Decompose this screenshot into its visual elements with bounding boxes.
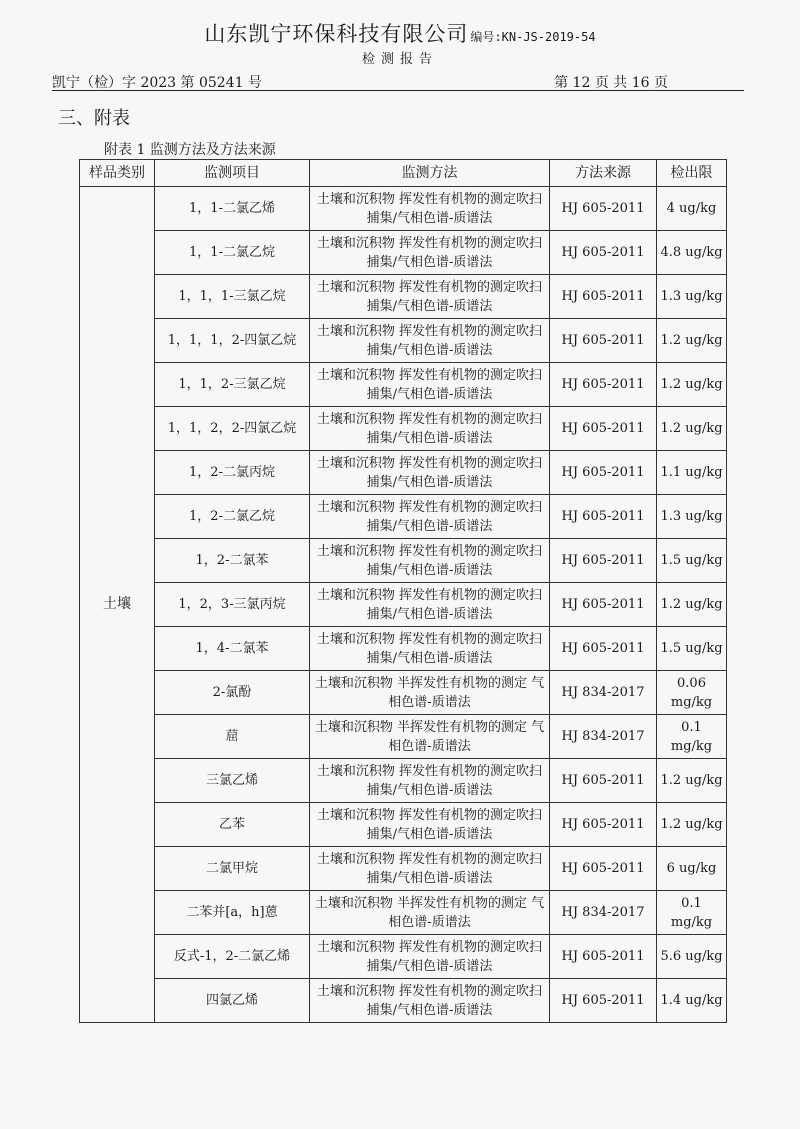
monitoring-item-cell: 1，4-二氯苯 [155,627,310,671]
detection-limit-cell: 6 ug/kg [657,847,727,891]
page-info: 第 12 页 共 16 页 [554,75,668,91]
monitoring-item-cell: 2-氯酚 [155,671,310,715]
monitoring-item-cell: 1，2-二氯乙烷 [155,495,310,539]
table-row [80,715,727,759]
monitoring-item-cell: 三氯乙烯 [155,759,310,803]
monitoring-method-cell: 土壤和沉积物 挥发性有机物的测定吹扫捕集/气相色谱-质谱法 [310,627,550,671]
company-header [0,18,800,48]
table-row [80,627,727,671]
table-row [80,407,727,451]
method-source-cell: HJ 605-2011 [550,847,657,891]
monitoring-method-cell: 土壤和沉积物 挥发性有机物的测定吹扫捕集/气相色谱-质谱法 [310,583,550,627]
detection-limit-cell: 4.8 ug/kg [657,231,727,275]
method-source-cell: HJ 605-2011 [550,979,657,1023]
monitoring-item-cell: 反式-1，2-二氯乙烯 [155,935,310,979]
method-source-cell: HJ 605-2011 [550,187,657,231]
table-row [80,539,727,583]
report-title: 检测报告 [361,52,438,67]
header-detection-limit: 检出限 [657,160,727,187]
monitoring-item-cell: 1，1，2，2-四氯乙烷 [155,407,310,451]
monitoring-method-cell: 土壤和沉积物 挥发性有机物的测定吹扫捕集/气相色谱-质谱法 [310,407,550,451]
monitoring-item-cell: 1，1-二氯乙烯 [155,187,310,231]
table-row [80,847,727,891]
detection-limit-cell: 1.5 ug/kg [657,627,727,671]
detection-limit-cell: 1.4 ug/kg [657,979,727,1023]
methods-table [79,159,727,1023]
table-row [80,803,727,847]
monitoring-method-cell: 土壤和沉积物 挥发性有机物的测定吹扫捕集/气相色谱-质谱法 [310,935,550,979]
monitoring-item-cell: 䓛 [155,715,310,759]
table-row [80,891,727,935]
method-source-cell: HJ 605-2011 [550,583,657,627]
header-sample-category: 样品类别 [80,160,155,187]
monitoring-method-cell: 土壤和沉积物 挥发性有机物的测定吹扫捕集/气相色谱-质谱法 [310,803,550,847]
monitoring-method-cell: 土壤和沉积物 挥发性有机物的测定吹扫捕集/气相色谱-质谱法 [310,495,550,539]
document-number: 编号:KN-JS-2019-54 [470,30,596,44]
monitoring-method-cell: 土壤和沉积物 挥发性有机物的测定吹扫捕集/气相色谱-质谱法 [310,187,550,231]
detection-limit-cell: 1.2 ug/kg [657,319,727,363]
method-source-cell: HJ 605-2011 [550,319,657,363]
monitoring-method-cell: 土壤和沉积物 挥发性有机物的测定吹扫捕集/气相色谱-质谱法 [310,363,550,407]
method-source-cell: HJ 605-2011 [550,231,657,275]
monitoring-method-cell: 土壤和沉积物 挥发性有机物的测定吹扫捕集/气相色谱-质谱法 [310,847,550,891]
monitoring-method-cell: 土壤和沉积物 挥发性有机物的测定吹扫捕集/气相色谱-质谱法 [310,231,550,275]
detection-limit-cell: 1.2 ug/kg [657,407,727,451]
method-source-cell: HJ 605-2011 [550,627,657,671]
method-source-cell: HJ 834-2017 [550,891,657,935]
monitoring-item-cell: 1，2，3-三氯丙烷 [155,583,310,627]
detection-limit-cell: 1.1 ug/kg [657,451,727,495]
monitoring-item-cell: 1，2-二氯苯 [155,539,310,583]
monitoring-method-cell: 土壤和沉积物 挥发性有机物的测定吹扫捕集/气相色谱-质谱法 [310,979,550,1023]
monitoring-item-cell: 二氯甲烷 [155,847,310,891]
table-row [80,979,727,1023]
method-source-cell: HJ 605-2011 [550,407,657,451]
table-header-row [80,160,727,187]
monitoring-item-cell: 1，1-二氯乙烷 [155,231,310,275]
table-row [80,759,727,803]
monitoring-item-cell: 1，2-二氯丙烷 [155,451,310,495]
table-row [80,495,727,539]
monitoring-method-cell: 土壤和沉积物 半挥发性有机物的测定 气相色谱-质谱法 [310,671,550,715]
monitoring-method-cell: 土壤和沉积物 挥发性有机物的测定吹扫捕集/气相色谱-质谱法 [310,451,550,495]
monitoring-method-cell: 土壤和沉积物 挥发性有机物的测定吹扫捕集/气相色谱-质谱法 [310,539,550,583]
detection-limit-cell: 4 ug/kg [657,187,727,231]
monitoring-method-cell: 土壤和沉积物 挥发性有机物的测定吹扫捕集/气相色谱-质谱法 [310,759,550,803]
detection-limit-cell: 1.2 ug/kg [657,759,727,803]
report-id: 凯宁（检）字 2023 第 05241 号 [52,75,262,91]
monitoring-method-cell: 土壤和沉积物 半挥发性有机物的测定 气相色谱-质谱法 [310,891,550,935]
monitoring-method-cell: 土壤和沉积物 挥发性有机物的测定吹扫捕集/气相色谱-质谱法 [310,319,550,363]
detection-limit-cell: 1.5 ug/kg [657,539,727,583]
method-source-cell: HJ 605-2011 [550,495,657,539]
header-method-source: 方法来源 [550,160,657,187]
header-monitoring-item: 监测项目 [155,160,310,187]
detection-limit-cell: 1.2 ug/kg [657,363,727,407]
monitoring-item-cell: 1，1，1，2-四氯乙烷 [155,319,310,363]
detection-limit-cell: 1.3 ug/kg [657,275,727,319]
company-name: 山东凯宁环保科技有限公司 [204,22,469,46]
table-row [80,231,727,275]
detection-limit-cell: 1.3 ug/kg [657,495,727,539]
method-source-cell: HJ 834-2017 [550,715,657,759]
method-source-cell: HJ 605-2011 [550,275,657,319]
method-source-cell: HJ 834-2017 [550,671,657,715]
table-row [80,451,727,495]
detection-limit-cell: 1.2 ug/kg [657,803,727,847]
monitoring-item-cell: 1，1，2-三氯乙烷 [155,363,310,407]
detection-limit-cell: 5.6 ug/kg [657,935,727,979]
monitoring-item-cell: 1，1，1-三氯乙烷 [155,275,310,319]
monitoring-item-cell: 乙苯 [155,803,310,847]
table-row [80,187,727,231]
detection-limit-cell: 0.1 mg/kg [657,891,727,935]
header-monitoring-method: 监测方法 [310,160,550,187]
monitoring-item-cell: 二苯并[a，h]蒽 [155,891,310,935]
method-source-cell: HJ 605-2011 [550,759,657,803]
detection-limit-cell: 1.2 ug/kg [657,583,727,627]
detection-limit-cell: 0.06 mg/kg [657,671,727,715]
table-row [80,363,727,407]
table-row [80,583,727,627]
table-caption: 附表 1 监测方法及方法来源 [104,142,276,158]
monitoring-method-cell: 土壤和沉积物 挥发性有机物的测定吹扫捕集/气相色谱-质谱法 [310,275,550,319]
table-row [80,671,727,715]
detection-limit-cell: 0.1 mg/kg [657,715,727,759]
method-source-cell: HJ 605-2011 [550,363,657,407]
table-row [80,275,727,319]
method-source-cell: HJ 605-2011 [550,803,657,847]
method-source-cell: HJ 605-2011 [550,935,657,979]
sample-category-cell: 土壤 [80,187,155,1023]
method-source-cell: HJ 605-2011 [550,539,657,583]
table-row [80,935,727,979]
header-divider [52,90,744,91]
section-heading: 三、附表 [58,108,130,129]
monitoring-item-cell: 四氯乙烯 [155,979,310,1023]
table-row [80,319,727,363]
method-source-cell: HJ 605-2011 [550,451,657,495]
monitoring-method-cell: 土壤和沉积物 半挥发性有机物的测定 气相色谱-质谱法 [310,715,550,759]
